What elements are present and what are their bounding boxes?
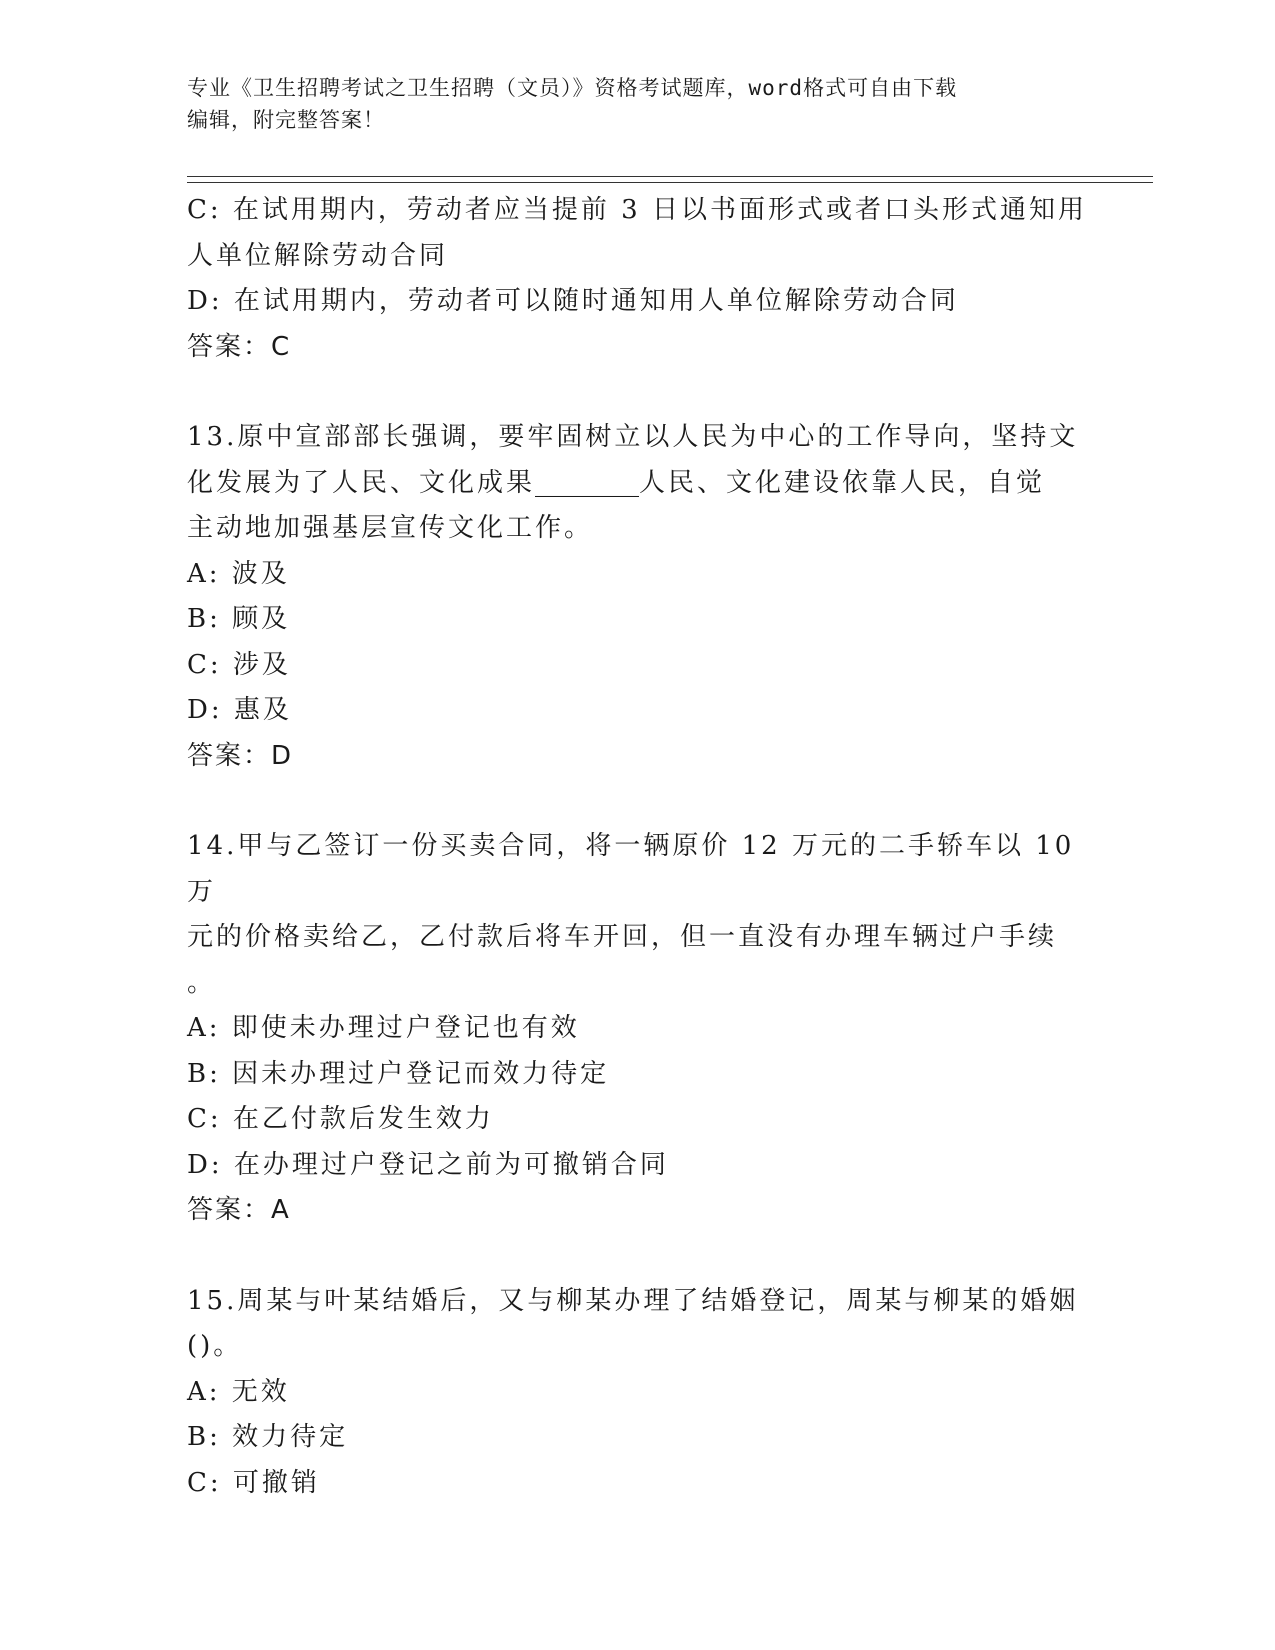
question-stem-line-2: 元的价格卖给乙，乙付款后将车开回，但一直没有办理车辆过户手续 <box>187 922 1058 952</box>
option-b: B: 顾及 <box>187 604 291 634</box>
option-c-line-1: C: 在试用期内，劳动者应当提前 3 日以书面形式或者口头形式通知用 <box>187 195 1087 225</box>
question-stem-line-3: 。 <box>187 967 217 998</box>
answer: 答案：C <box>187 331 292 362</box>
answer: 答案：D <box>187 740 294 771</box>
question-list <box>187 188 1087 1506</box>
option-c: C: 在乙付款后发生效力 <box>187 1104 494 1134</box>
question-stem-line-3: 主动地加强基层宣传文化工作。 <box>187 513 594 543</box>
question-stem-line-1: 14.甲与乙签订一份买卖合同，将一辆原价 12 万元的二手轿车以 10 万 <box>187 831 1086 907</box>
option-c-line-2: 人单位解除劳动合同 <box>187 240 449 271</box>
answer: 答案：A <box>187 1195 291 1225</box>
question-14 <box>187 824 1087 1234</box>
option-d: D: 在办理过户登记之前为可撤销合同 <box>187 1149 669 1180</box>
stem-text: 人民、文化建设依靠人民，自觉 <box>639 467 1046 498</box>
question-stem-line-1: 15.周某与叶某结婚后，又与柳某办理了结婚登记，周某与柳某的婚姻 <box>187 1285 1079 1316</box>
spacer <box>187 1234 1087 1279</box>
spacer <box>187 779 1087 824</box>
question-stem-line-2: ()。 <box>187 1331 243 1361</box>
spacer <box>187 370 1087 415</box>
option-a: A: 波及 <box>187 558 290 589</box>
option-b: B: 因未办理过户登记而效力待定 <box>187 1058 610 1089</box>
header-rule-top <box>187 176 1153 177</box>
header-rule-bottom <box>187 182 1153 183</box>
option-d: D: 惠及 <box>187 695 292 725</box>
option-b: B: 效力待定 <box>187 1422 349 1452</box>
header-line-2: 编辑，附完整答案！ <box>187 108 385 132</box>
option-c: C: 涉及 <box>187 649 291 680</box>
question-15 <box>187 1279 1087 1507</box>
fill-in-blank: ________ <box>535 467 640 498</box>
document-header <box>187 72 1067 136</box>
question-13 <box>187 415 1087 779</box>
question-stem-line-2 <box>187 461 1087 507</box>
header-line-1: 专业《卫生招聘考试之卫生招聘（文员）》资格考试题库，word格式可自由下载 <box>187 76 958 100</box>
option-d: D: 在试用期内，劳动者可以随时通知用人单位解除劳动合同 <box>187 286 959 316</box>
question-12-tail <box>187 188 1087 370</box>
option-c: C: 可撤销 <box>187 1467 320 1498</box>
question-stem-line-1: 13.原中宣部部长强调，要牢固树立以人民为中心的工作导向，坚持文 <box>187 422 1079 452</box>
stem-text: 化发展为了人民、文化成果 <box>187 467 536 498</box>
option-a: A: 即使未办理过户登记也有效 <box>187 1013 580 1043</box>
option-a: A: 无效 <box>187 1376 290 1407</box>
